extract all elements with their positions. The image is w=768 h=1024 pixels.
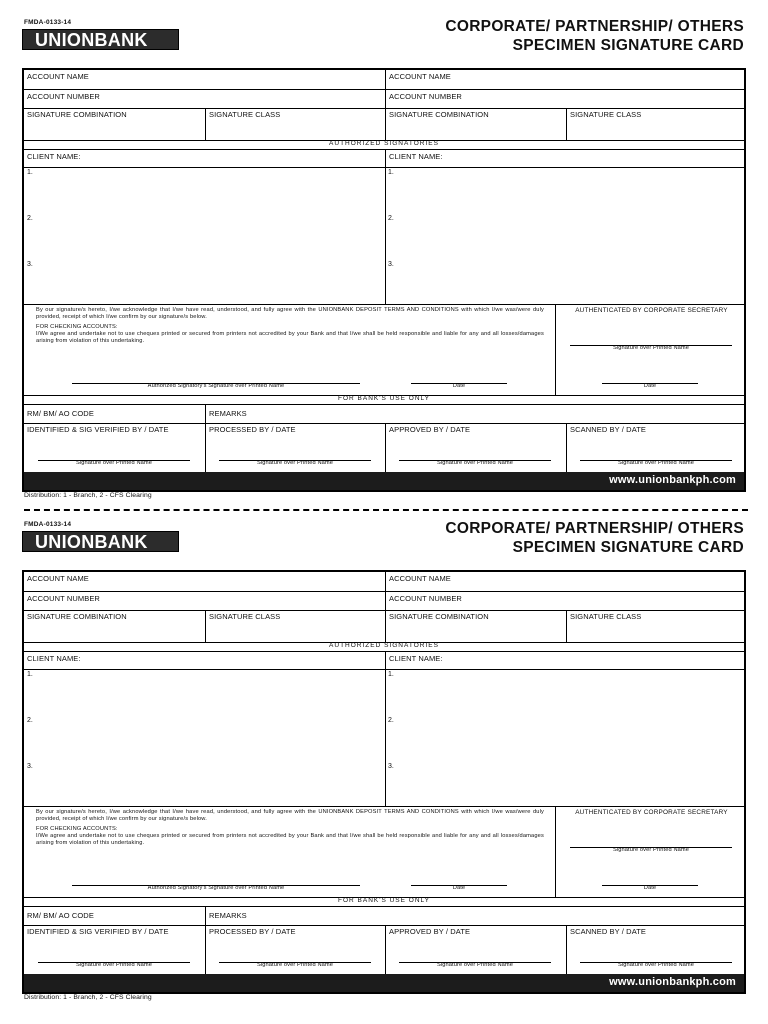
terms-text-block: [36, 307, 544, 345]
authenticated-by-corporate-secretary: AUTHENTICATED BY CORPORATE SECRETARY: [575, 809, 728, 816]
for-banks-use-only-band: FOR BANK'S USE ONLY: [338, 395, 430, 402]
checking-accounts-heading: FOR CHECKING ACCOUNTS:: [36, 826, 118, 832]
form-code: FMDA-0133-14: [24, 521, 72, 528]
signature-card-top: [0, 0, 768, 500]
signatory-number-3-left: 3.: [27, 763, 33, 770]
authorized-signatories-band: AUTHORIZED SIGNATORIES: [329, 140, 439, 147]
client-name-label-left: CLIENT NAME:: [27, 152, 81, 161]
account-number-label-left: ACCOUNT NUMBER: [27, 92, 100, 101]
processed-signature-caption: Signature over Printed Name: [256, 962, 334, 968]
checking-accounts-heading: FOR CHECKING ACCOUNTS:: [36, 324, 118, 330]
divider: [555, 304, 556, 395]
signatory-number-1-left: 1.: [27, 671, 33, 678]
signatory-number-2-left: 2.: [27, 215, 33, 222]
signature-form: [22, 68, 746, 492]
deposit-terms-text: By our signature/s hereto, I/we acknowledge that I/we have read, understood, and fully agree with the UNIONBANK DEPOSIT TERMS AND CONDITIONS with which I/we was/were duly provided, receipt of which I/we confirm by our signature/s below.: [36, 307, 544, 320]
authenticated-by-corporate-secretary: AUTHENTICATED BY CORPORATE SECRETARY: [575, 307, 728, 314]
date-caption: Date: [452, 383, 466, 389]
date-caption: Date: [452, 885, 466, 891]
account-number-label-right: ACCOUNT NUMBER: [389, 594, 462, 603]
footer-bar: [24, 472, 744, 490]
client-name-label-right: CLIENT NAME:: [389, 152, 443, 161]
secretary-date-caption: Date: [643, 383, 657, 389]
card-title-line1: CORPORATE/ PARTNERSHIP/ OTHERS: [445, 520, 744, 537]
signature-combination-label-left: SIGNATURE COMBINATION: [27, 110, 127, 119]
divider: [24, 591, 744, 592]
divider: [385, 651, 386, 806]
scanned-signature-caption: Signature over Printed Name: [617, 962, 695, 968]
divider: [24, 304, 744, 305]
processed-signature-caption: Signature over Printed Name: [256, 460, 334, 466]
signature-combination-label-right: SIGNATURE COMBINATION: [389, 110, 489, 119]
signature-form: [22, 570, 746, 994]
divider: [24, 906, 744, 907]
rm-code-label: RM/ BM/ AO CODE: [27, 911, 94, 920]
footer-bar: [24, 974, 744, 992]
processed-by-label: PROCESSED BY / DATE: [209, 425, 296, 434]
verified-signature-caption: Signature over Printed Name: [75, 460, 153, 466]
form-code: FMDA-0133-14: [24, 19, 72, 26]
account-name-label-right: ACCOUNT NAME: [389, 574, 451, 583]
divider: [385, 149, 386, 304]
remarks-label: REMARKS: [209, 911, 247, 920]
approved-by-label: APPROVED BY / DATE: [389, 425, 471, 434]
signature-combination-label-left: SIGNATURE COMBINATION: [27, 612, 127, 621]
deposit-terms-text: By our signature/s hereto, I/we acknowledge that I/we have read, understood, and fully agree with the UNIONBANK DEPOSIT TERMS AND CONDITIONS with which I/we was/were duly provided, receipt of which I/we confirm by our signature/s below.: [36, 809, 544, 822]
rm-code-label: RM/ BM/ AO CODE: [27, 409, 94, 418]
scanned-by-label: SCANNED BY / DATE: [570, 927, 647, 936]
scanned-by-label: SCANNED BY / DATE: [570, 425, 647, 434]
authorized-signatory-caption: Authorized Signatory's Signature over Printed Name: [147, 885, 285, 891]
scanned-signature-caption: Signature over Printed Name: [617, 460, 695, 466]
identified-verified-label: IDENTIFIED & SIG VERIFIED BY / DATE: [27, 425, 169, 434]
processed-by-label: PROCESSED BY / DATE: [209, 927, 296, 936]
authorized-signatory-caption: Authorized Signatory's Signature over Printed Name: [147, 383, 285, 389]
signatory-number-2-left: 2.: [27, 717, 33, 724]
signatory-number-2-right: 2.: [388, 215, 394, 222]
unionbank-logo: [22, 29, 179, 50]
signatory-number-2-right: 2.: [388, 717, 394, 724]
approved-signature-caption: Signature over Printed Name: [436, 962, 514, 968]
identified-verified-label: IDENTIFIED & SIG VERIFIED BY / DATE: [27, 927, 169, 936]
card-title-line1: CORPORATE/ PARTNERSHIP/ OTHERS: [445, 18, 744, 35]
secretary-signature-caption: Signature over Printed Name: [612, 847, 690, 853]
signature-class-label-left: SIGNATURE CLASS: [209, 612, 281, 621]
distribution-note: Distribution: 1 - Branch, 2 - CFS Clearing: [24, 994, 152, 1001]
divider: [24, 167, 744, 168]
divider: [24, 149, 744, 150]
divider: [24, 89, 744, 90]
checking-accounts-text: I/We agree and undertake not to use cheques printed or secured from printers not accredited by your Bank and that I/we shall be held responsible and liable for any and all losses/damages arising from violation of this undertaking.: [36, 833, 544, 846]
divider: [24, 806, 744, 807]
divider: [555, 806, 556, 897]
signatory-number-1-right: 1.: [388, 671, 394, 678]
unionbank-logo: [22, 531, 179, 552]
account-name-label-left: ACCOUNT NAME: [27, 574, 89, 583]
distribution-note: Distribution: 1 - Branch, 2 - CFS Clearing: [24, 492, 152, 499]
approved-signature-caption: Signature over Printed Name: [436, 460, 514, 466]
logo-text: UNIONBANK: [35, 29, 148, 50]
secretary-date-caption: Date: [643, 885, 657, 891]
logo-text: UNIONBANK: [35, 531, 148, 552]
divider: [24, 404, 744, 405]
signatory-number-3-right: 3.: [388, 763, 394, 770]
website-url: www.unionbankph.com: [609, 474, 736, 486]
signatory-number-3-left: 3.: [27, 261, 33, 268]
signature-card-bottom: [0, 502, 768, 1002]
signatory-number-1-right: 1.: [388, 169, 394, 176]
checking-accounts-text: I/We agree and undertake not to use cheques printed or secured from printers not accredited by your Bank and that I/we shall be held responsible and liable for any and all losses/damages arising from violation of this undertaking.: [36, 331, 544, 344]
account-number-label-left: ACCOUNT NUMBER: [27, 594, 100, 603]
secretary-signature-caption: Signature over Printed Name: [612, 345, 690, 351]
approved-by-label: APPROVED BY / DATE: [389, 927, 471, 936]
remarks-label: REMARKS: [209, 409, 247, 418]
signature-class-label-right: SIGNATURE CLASS: [570, 612, 642, 621]
signature-combination-label-right: SIGNATURE COMBINATION: [389, 612, 489, 621]
card-title-line2: SPECIMEN SIGNATURE CARD: [512, 539, 744, 556]
website-url: www.unionbankph.com: [609, 976, 736, 988]
signatory-number-1-left: 1.: [27, 169, 33, 176]
account-name-label-right: ACCOUNT NAME: [389, 72, 451, 81]
client-name-label-left: CLIENT NAME:: [27, 654, 81, 663]
divider: [24, 669, 744, 670]
divider: [24, 651, 744, 652]
account-number-label-right: ACCOUNT NUMBER: [389, 92, 462, 101]
signatory-number-3-right: 3.: [388, 261, 394, 268]
signature-class-label-right: SIGNATURE CLASS: [570, 110, 642, 119]
card-title-line2: SPECIMEN SIGNATURE CARD: [512, 37, 744, 54]
account-name-label-left: ACCOUNT NAME: [27, 72, 89, 81]
for-banks-use-only-band: FOR BANK'S USE ONLY: [338, 897, 430, 904]
authorized-signatories-band: AUTHORIZED SIGNATORIES: [329, 642, 439, 649]
terms-text-block: [36, 809, 544, 847]
signature-class-label-left: SIGNATURE CLASS: [209, 110, 281, 119]
verified-signature-caption: Signature over Printed Name: [75, 962, 153, 968]
client-name-label-right: CLIENT NAME:: [389, 654, 443, 663]
